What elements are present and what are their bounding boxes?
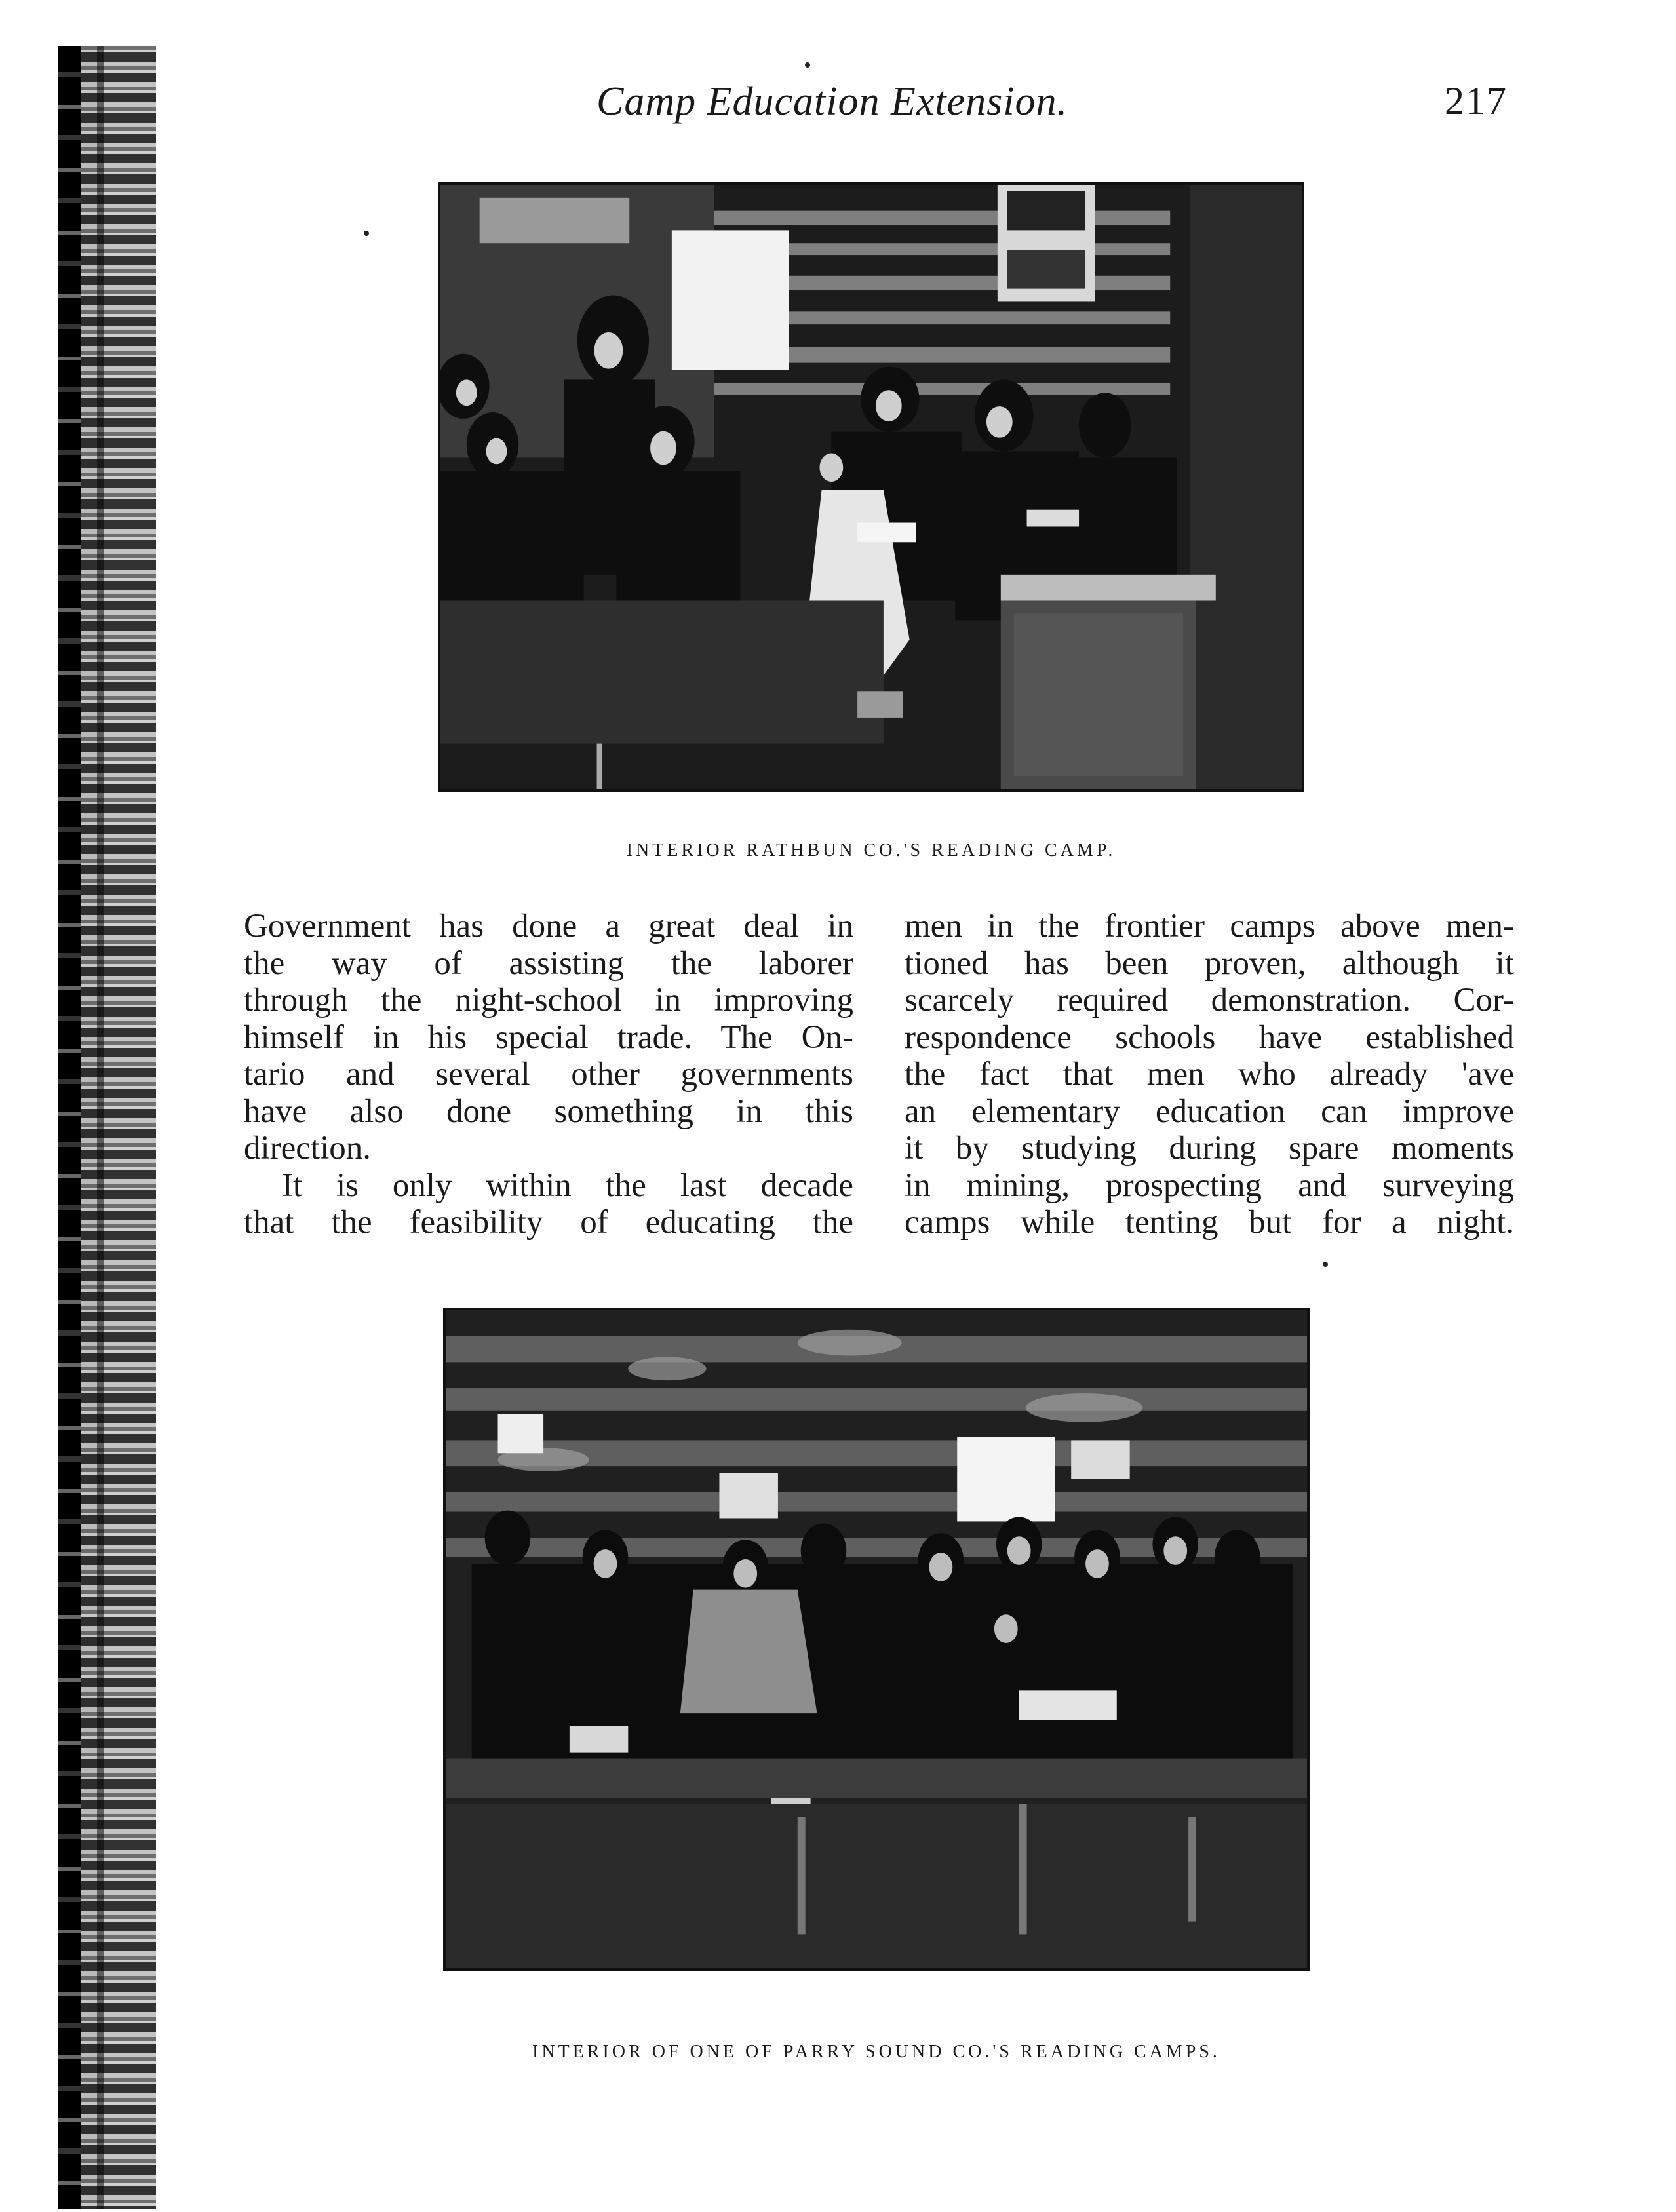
text-line: through the night-school in improving	[244, 982, 853, 1019]
text-line: Government has done a great deal in	[244, 908, 853, 944]
text-column-right	[905, 908, 1514, 1241]
text-line: himself in his special trade. The On-	[244, 1019, 853, 1056]
text-line: the way of assisting the laborer	[244, 944, 853, 982]
text-line: that the feasibility of educating the	[244, 1204, 853, 1241]
figure-caption: INTERIOR RATHBUN CO.'S READING CAMP.	[626, 840, 1116, 861]
print-speck	[364, 231, 369, 236]
text-line: scarcely required demonstration. Cor-	[905, 982, 1514, 1019]
print-speck	[1323, 1262, 1328, 1267]
running-head	[577, 79, 1508, 138]
text-line: direction.	[244, 1130, 372, 1167]
photo-rathbun-reading-camp	[438, 182, 1304, 792]
text-column-left	[244, 908, 853, 1241]
text-line: camps while tenting but for a night.	[905, 1204, 1514, 1241]
body-text	[244, 908, 1514, 1249]
figure-caption: INTERIOR OF ONE OF PARRY SOUND CO.'S READING CAMPS.	[532, 2042, 1220, 2062]
photo-parry-sound-reading-camp	[443, 1308, 1310, 1971]
page-number: 217	[1445, 79, 1508, 123]
text-line: tario and several other governments	[244, 1056, 853, 1093]
text-line: the fact that men who already 'ave	[905, 1056, 1514, 1093]
running-title: Camp Education Extension.	[596, 79, 1068, 124]
text-line: respondence schools have established	[905, 1019, 1514, 1056]
text-line: an elementary education can improve	[905, 1093, 1514, 1130]
text-line: have also done something in this	[244, 1093, 853, 1130]
text-line: men in the frontier camps above men-	[905, 908, 1514, 944]
text-line: in mining, prospecting and surveying	[905, 1167, 1514, 1204]
text-line: tioned has been proven, although it	[905, 944, 1514, 982]
text-line: It is only within the last decade	[282, 1167, 853, 1204]
book-binding-edge	[58, 46, 156, 2209]
photo-rathbun-image	[440, 185, 1302, 789]
print-speck	[805, 62, 810, 68]
photo-parry-sound-image	[446, 1310, 1307, 1968]
text-line: it by studying during spare moments	[905, 1130, 1514, 1167]
